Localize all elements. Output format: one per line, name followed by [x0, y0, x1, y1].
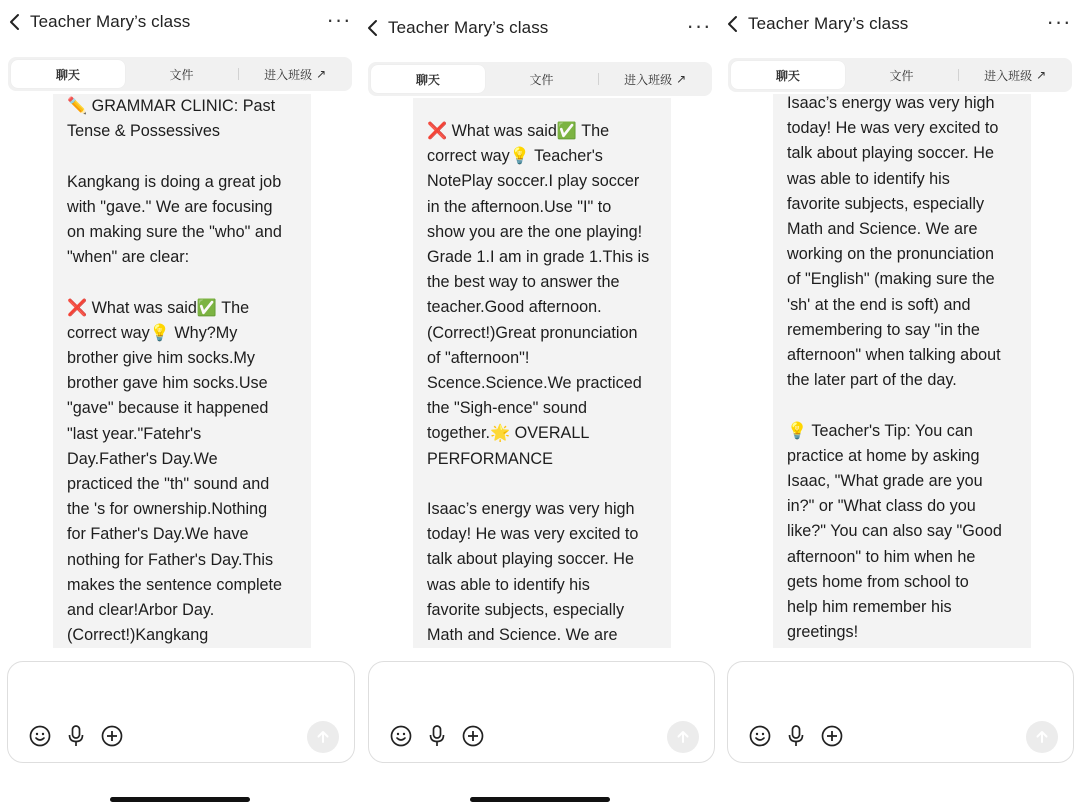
tab-files[interactable]: 文件	[169, 67, 194, 82]
send-button[interactable]	[307, 721, 339, 753]
microphone-icon[interactable]	[425, 724, 449, 748]
microphone-icon[interactable]	[64, 724, 88, 748]
chevron-left-icon	[8, 13, 22, 31]
message-composer[interactable]	[7, 661, 355, 763]
chevron-left-icon	[366, 19, 380, 37]
send-button[interactable]	[1026, 721, 1058, 753]
plus-circle-icon[interactable]	[100, 724, 124, 748]
back-button[interactable]	[360, 10, 388, 46]
chat-screen-3	[720, 0, 1080, 809]
message-composer[interactable]	[727, 661, 1074, 763]
chat-screen-2	[360, 0, 720, 809]
composer-tools	[389, 724, 485, 748]
smiley-icon[interactable]	[389, 724, 413, 748]
composer-tools	[748, 724, 844, 748]
message-bubble	[53, 94, 311, 648]
home-indicator	[470, 797, 610, 802]
arrow-up-icon	[315, 729, 331, 745]
message-text: ✏️ GRAMMAR CLINIC: Past Tense & Possessives Kangkang is doing a great job with "gave." We are focusing on making sure the "who" and "when" are clear: ❌ What was said✅ The correct way💡 Why?My brother give him socks.My brother gave him socks.Use "gave" because it happened "last year."Fatehr's Day.Father's Day.We practiced the "th" sound and the 's for ownership.Nothing for Father's Day.We have nothing for Father's Day.This makes the sentence complete and clear!Arbor Day. (Correct!)Kangkang	[67, 97, 283, 645]
arrow-up-icon	[1034, 729, 1050, 745]
tab-enter-class[interactable]	[958, 61, 1072, 89]
message-composer[interactable]	[368, 661, 715, 763]
chat-screen-1	[0, 0, 360, 809]
enter-class-label: 进入班级	[984, 68, 1033, 83]
tab-files[interactable]: 文件	[889, 68, 914, 83]
back-button[interactable]	[0, 4, 30, 40]
tab-bar	[728, 58, 1072, 92]
plus-circle-icon[interactable]	[461, 724, 485, 748]
external-arrow-icon: ↗	[1036, 68, 1047, 82]
message-bubble	[773, 94, 1031, 648]
home-indicator	[110, 797, 250, 802]
tab-chat[interactable]: 聊天	[371, 65, 485, 93]
page-title: Teacher Mary’s class	[748, 14, 909, 33]
top-bar	[720, 2, 1080, 46]
plus-circle-icon[interactable]	[820, 724, 844, 748]
tab-files[interactable]: 文件	[529, 72, 554, 87]
smiley-icon[interactable]	[748, 724, 772, 748]
message-text: Isaac’s energy was very high today! He was very excited to talk about playing soccer. He was able to identify his favorite subjects, especially Math and Science. We are working on the pronunciation of "English" (making sure the 'sh' at the end is soft) and remembering to say "in the afternoon" when talking about the later part of the day. 💡 Teacher's Tip: You can practice at home by asking Isaac, "What grade are you in?" or "What class do you like?" You can also say "Good afternoon" to him when he gets home from school to help him remember his greetings!	[787, 94, 1002, 642]
more-options-icon[interactable]: ···	[326, 7, 352, 32]
composer-tools	[28, 724, 124, 748]
tab-chat[interactable]: 聊天	[11, 60, 125, 88]
more-options-icon[interactable]: ···	[1046, 9, 1072, 34]
top-bar	[0, 0, 360, 44]
back-button[interactable]	[720, 6, 748, 42]
more-options-icon[interactable]: ···	[686, 13, 712, 38]
top-bar	[360, 6, 720, 50]
microphone-icon[interactable]	[784, 724, 808, 748]
message-text: ❌ What was said✅ The correct way💡 Teacher's NotePlay soccer.I play soccer in the afternoon.Use "I" to show you are the one playing! Grade 1.I am in grade 1.This is the best way to answer the teacher.Good afternoon. (Correct!)Great pronunciation of "afternoon"! Scence.Science.We practiced the "Sigh-ence" sound together.🌟 OVERALL PERFORMANCE Isaac’s energy was very high today! He was very excited to talk about playing soccer. He was able to identify his favorite subjects, especially Math and Science. We are	[427, 122, 650, 645]
external-arrow-icon: ↗	[316, 67, 327, 81]
arrow-up-icon	[675, 729, 691, 745]
smiley-icon[interactable]	[28, 724, 52, 748]
tab-enter-class[interactable]	[598, 65, 712, 93]
chevron-left-icon	[726, 15, 740, 33]
page-title: Teacher Mary’s class	[388, 18, 549, 37]
enter-class-label: 进入班级	[264, 67, 313, 82]
send-button[interactable]	[667, 721, 699, 753]
external-arrow-icon: ↗	[676, 72, 687, 86]
enter-class-label: 进入班级	[624, 72, 673, 87]
tab-bar	[8, 57, 352, 91]
tab-enter-class[interactable]	[238, 60, 352, 88]
page-title: Teacher Mary’s class	[30, 12, 191, 31]
tab-bar	[368, 62, 712, 96]
tab-chat[interactable]: 聊天	[731, 61, 845, 89]
message-bubble	[413, 98, 671, 648]
